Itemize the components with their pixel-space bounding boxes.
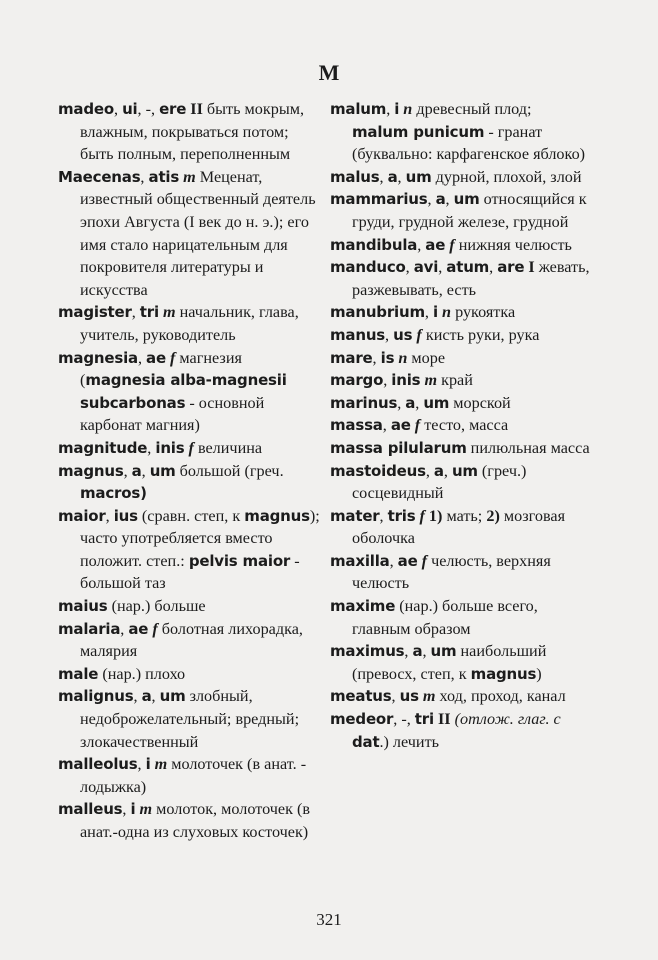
headword: ae	[425, 235, 446, 254]
gender-mark: f	[188, 438, 194, 457]
definition-text: ,	[372, 348, 381, 367]
definition-text: ,	[404, 642, 413, 661]
definition-text: (сравн. степ, к	[137, 506, 245, 525]
definition-text: ,	[438, 258, 447, 277]
definition-text: ход, проход, канал	[435, 687, 566, 706]
headword: mandibula	[330, 235, 418, 254]
gender-mark: f	[152, 619, 158, 638]
headword: a	[435, 190, 446, 209]
gender-mark: f	[449, 235, 455, 254]
italic-text: (отлож. глаг. с	[454, 710, 561, 729]
definition-text: ,	[382, 416, 391, 435]
definition-text: болотная лихорадка, малярия	[80, 619, 303, 661]
definition-text: ,	[105, 506, 114, 525]
headword: malleolus	[58, 755, 138, 774]
definition-text: ,	[445, 190, 454, 209]
gender-mark: f	[419, 506, 425, 525]
section-letter: M	[318, 60, 340, 85]
headword: i	[433, 303, 438, 322]
dictionary-entry	[330, 392, 596, 415]
definition-text: ,	[405, 258, 414, 277]
headword: atis	[148, 167, 180, 186]
headword: manubrium	[330, 303, 425, 322]
headword: massa pilularum	[330, 438, 467, 457]
headword: a	[131, 461, 142, 480]
definition-text: древесный плод;	[412, 100, 532, 118]
headword: magnesia alba-magnesii subcarbonas	[80, 371, 287, 412]
headword: maxilla	[330, 551, 390, 570]
headword: tri	[414, 710, 434, 729]
definition-text: большой (греч.	[175, 461, 284, 480]
definition-text: ,	[151, 687, 160, 706]
definition-text: ,	[379, 167, 388, 186]
dictionary-entry	[58, 460, 320, 505]
definition-text: край	[437, 371, 473, 390]
headword: malaria	[58, 619, 121, 638]
headword: ae	[397, 551, 418, 570]
gender-mark: m	[424, 371, 438, 390]
headword: mater	[330, 506, 380, 525]
definition-text: пилюльная масса	[466, 438, 590, 457]
headword: manduco	[330, 258, 406, 277]
dictionary-entry	[330, 369, 596, 392]
gender-mark: m	[162, 303, 176, 322]
dictionary-entry	[330, 121, 596, 166]
headword: male	[58, 664, 99, 683]
definition-text: ,	[137, 348, 147, 367]
definition-text: относящийся к груди, грудной железе, грудной	[352, 190, 587, 231]
gender-mark: f	[169, 348, 176, 367]
dictionary-entry	[58, 798, 320, 843]
headword: maxime	[330, 597, 396, 616]
dictionary-entry	[330, 708, 596, 753]
definition-text: ,	[379, 506, 388, 525]
definition-text: начальник, глава, учитель, руководитель	[80, 303, 299, 344]
gender-mark: f	[414, 416, 421, 435]
definition-text: нижняя челюсть	[454, 235, 572, 254]
definition-text: , -,	[393, 710, 415, 729]
dictionary-entry	[58, 685, 320, 753]
gender-mark: n	[403, 100, 413, 118]
headword: ae	[390, 416, 411, 435]
dictionary-entry	[330, 685, 596, 708]
headword: um	[423, 393, 450, 412]
definition-text: молоток, молоточек (в анат.-одна из слуховых косточек)	[80, 800, 311, 841]
headword: pelvis maior	[188, 551, 291, 570]
headword: magnitude	[58, 438, 148, 457]
dictionary-entry	[58, 753, 320, 798]
gender-mark: m	[154, 755, 168, 774]
definition-text: )	[536, 664, 542, 683]
bold-mark: II	[437, 710, 451, 729]
headword: tri	[139, 303, 159, 322]
headword: ius	[113, 506, 138, 525]
definition-text: ,	[385, 325, 394, 344]
dictionary-entry	[330, 595, 596, 640]
gender-mark: m	[139, 800, 153, 819]
dictionary-entry	[330, 550, 596, 595]
definition-text: ,	[120, 619, 129, 638]
headword: massa	[330, 416, 383, 435]
headword: um	[453, 190, 480, 209]
dictionary-entry	[58, 166, 320, 302]
dictionary-entry	[330, 98, 596, 121]
definition-text: Меценат, известный общественный деятель эпохи Августа (I век до н. э.); его имя стало нарицательным для покровителя литературы и искусства	[80, 167, 316, 299]
bold-mark: II	[190, 100, 203, 118]
definition-text: ); часто употребляется вместо положит. степ.:	[80, 506, 320, 570]
headword: us	[399, 687, 419, 706]
definition-text: злобный, недоброжелательный; вредный; злокачественный	[80, 687, 300, 751]
dictionary-entry	[330, 414, 596, 437]
headword: maximus	[330, 642, 405, 661]
definition-text: - основной карбонат магния)	[80, 393, 265, 435]
definition-text: морской	[449, 393, 511, 412]
headword: dat	[352, 732, 380, 751]
definition-text: ,	[391, 687, 400, 706]
definition-text: ,	[141, 461, 150, 480]
headword: um	[405, 167, 432, 186]
headword: macros)	[80, 484, 147, 503]
headword: mammarius	[330, 190, 428, 209]
definition-text: рукоятка	[451, 303, 516, 322]
headword: Maecenas	[58, 167, 141, 186]
headword: magnesia	[58, 348, 138, 367]
gender-mark: n	[398, 348, 408, 367]
headword: ae	[128, 619, 149, 638]
bold-mark: 2)	[486, 506, 500, 525]
definition-text: ,	[122, 800, 131, 819]
definition-text: ,	[389, 551, 398, 570]
definition-text: кисть руки, рука	[421, 325, 540, 344]
headword: a	[412, 642, 423, 661]
headword: manus	[330, 325, 386, 344]
headword: a	[141, 687, 152, 706]
definition-text: тесто, масса	[420, 416, 509, 435]
headword: malum punicum	[352, 122, 485, 141]
definition-text: ,	[131, 303, 140, 322]
headword: magister	[58, 303, 132, 322]
headword: malum	[330, 100, 387, 118]
definition-text: ,	[123, 461, 132, 480]
headword: maior	[58, 506, 106, 525]
definition-text: ,	[137, 755, 146, 774]
headword: tris	[387, 506, 416, 525]
definition-text: .) лечить	[379, 732, 440, 751]
headword: ere	[159, 100, 187, 118]
dictionary-entry	[330, 256, 596, 301]
definition-text: ,	[415, 393, 424, 412]
definition-text: ,	[147, 438, 156, 457]
definition-text: магнезия (	[80, 348, 242, 390]
dictionary-entry	[330, 640, 596, 685]
dictionary-entry	[58, 618, 320, 663]
definition-text: - большой таз	[80, 551, 300, 593]
headword: ui	[122, 100, 138, 118]
headword: is	[380, 348, 395, 367]
headword: i	[145, 755, 151, 774]
dictionary-entry	[58, 301, 320, 346]
dictionary-entry	[58, 595, 320, 618]
headword: are	[497, 258, 525, 277]
dictionary-entry	[330, 437, 596, 460]
definition-text: ,	[417, 235, 426, 254]
headword: us	[393, 325, 413, 344]
dictionary-entry	[58, 505, 320, 595]
definition-text: ,	[397, 393, 406, 412]
headword: atum	[446, 258, 490, 277]
right-column	[330, 98, 596, 753]
definition-text: ,	[422, 642, 431, 661]
definition-text: челюсть, верхняя челюсть	[352, 551, 551, 593]
headword: mare	[330, 348, 373, 367]
headword: maius	[58, 597, 108, 616]
definition-text: ,	[489, 258, 498, 277]
headword: malignus	[58, 687, 134, 706]
definition-text: молоточек (в анат. - лодыжка)	[80, 755, 307, 796]
dictionary-entry	[58, 98, 320, 166]
headword: um	[149, 461, 176, 480]
definition-text: величина	[193, 438, 263, 457]
definition-text: наибольший (превосх, степ, к	[352, 642, 547, 683]
dictionary-entry	[330, 324, 596, 347]
definition-text: (нар.) плохо	[98, 664, 186, 683]
dictionary-entry	[330, 188, 596, 233]
definition-text: мать;	[442, 506, 487, 525]
definition-text: ,	[133, 687, 142, 706]
headword: mastoideus	[330, 461, 426, 480]
headword: madeo	[58, 100, 114, 118]
dictionary-entry	[330, 505, 596, 550]
headword: magnus	[58, 461, 124, 480]
definition-text: ,	[427, 190, 436, 209]
headword: ae	[146, 348, 166, 367]
gender-mark: m	[422, 687, 436, 706]
headword: a	[433, 461, 444, 480]
headword: i	[130, 800, 136, 819]
definition-text: ,	[140, 167, 149, 186]
dictionary-entry	[330, 460, 596, 505]
dictionary-entry	[330, 166, 596, 189]
gender-mark: f	[416, 325, 422, 344]
gender-mark: n	[442, 303, 452, 322]
definition-text: (греч.) сосцевидный	[352, 461, 527, 503]
definition-text: ,	[113, 100, 123, 118]
definition-text: жевать, разжевывать, есть	[352, 258, 590, 299]
dictionary-entry	[330, 347, 596, 370]
dictionary-entry	[58, 347, 320, 437]
page-number: 321	[316, 910, 342, 929]
headword: i	[394, 100, 400, 118]
definition-text: мозговая оболочка	[352, 506, 566, 548]
definition-text: ,	[383, 371, 392, 390]
gender-mark: m	[183, 167, 196, 186]
gender-mark: f	[421, 551, 428, 570]
headword: malus	[330, 167, 380, 186]
definition-text: ,	[443, 461, 452, 480]
headword: meatus	[330, 687, 392, 706]
headword: inis	[155, 438, 185, 457]
dictionary-entry	[58, 437, 320, 460]
definition-text: быть мокрым, влажным, покрываться потом; быть полным, переполненным	[80, 100, 304, 164]
headword: medeor	[330, 710, 394, 729]
bold-mark: 1)	[428, 506, 443, 525]
definition-text: (нар.) больше	[107, 597, 206, 616]
headword: um	[159, 687, 186, 706]
headword: um	[430, 642, 457, 661]
definition-text: ,	[397, 167, 406, 186]
headword: margo	[330, 371, 384, 390]
dictionary-entry	[330, 301, 596, 324]
definition-text: ,	[425, 461, 434, 480]
headword: magnus	[244, 506, 310, 525]
definition-text: (нар.) больше всего, главным образом	[352, 597, 538, 638]
definition-text: ,	[424, 303, 433, 322]
definition-text: море	[407, 348, 446, 367]
definition-text: , -,	[137, 100, 160, 118]
dictionary-entry	[330, 234, 596, 257]
headword: malleus	[58, 800, 123, 819]
headword: a	[387, 167, 398, 186]
headword: inis	[391, 371, 421, 390]
headword: magnus	[470, 664, 537, 683]
definition-text: дурной, плохой, злой	[431, 167, 582, 186]
headword: a	[405, 393, 416, 412]
bold-mark: I	[528, 258, 535, 277]
dictionary-entry	[58, 663, 320, 686]
definition-text: - гранат (буквально: карфагенское яблоко)	[352, 122, 586, 164]
headword: um	[451, 461, 478, 480]
headword: avi	[413, 258, 439, 277]
left-column	[58, 98, 320, 844]
definition-text: ,	[386, 100, 395, 118]
headword: marinus	[330, 393, 398, 412]
